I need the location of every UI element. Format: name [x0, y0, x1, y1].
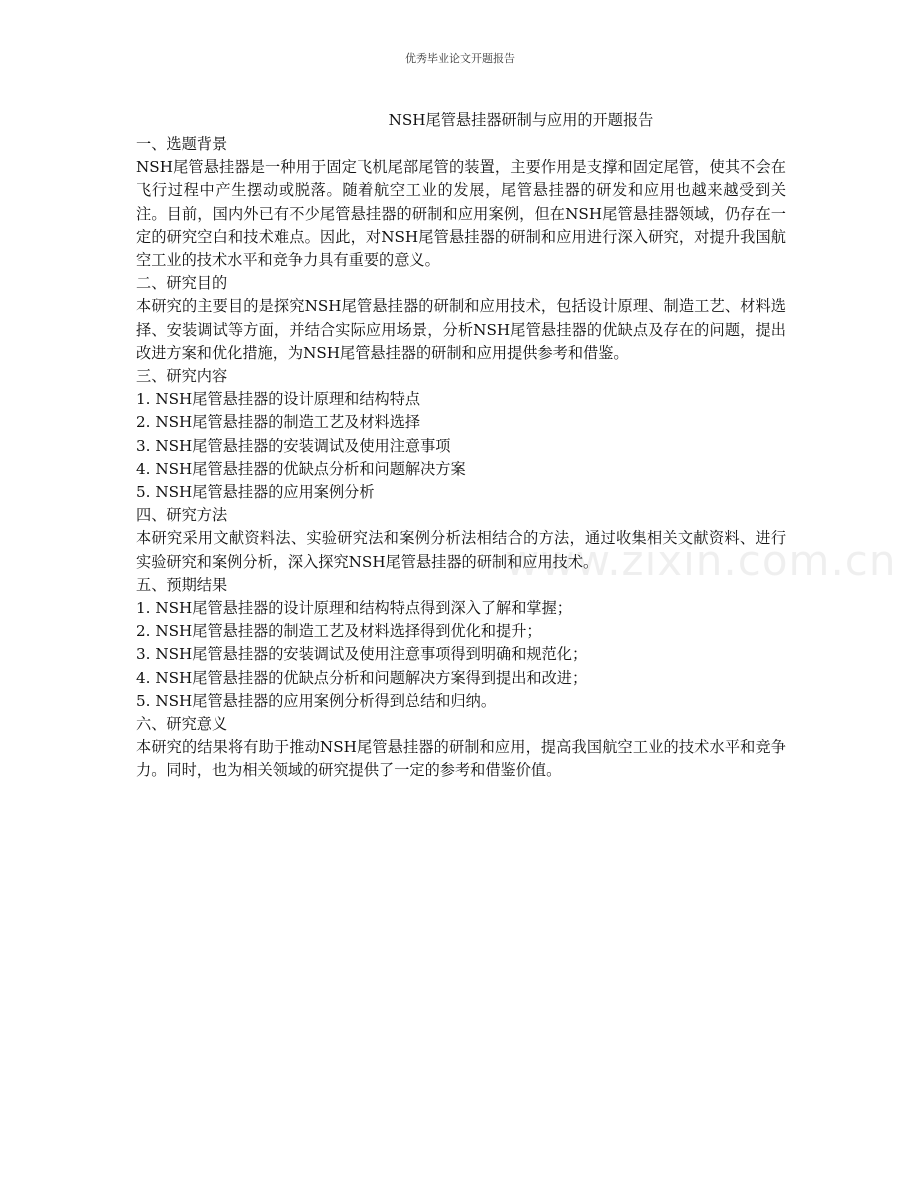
section-heading: 四、研究方法 — [136, 506, 228, 525]
section-heading: 二、研究目的 — [136, 274, 228, 293]
list-item: 2. NSH尾管悬挂器的制造工艺及材料选择 — [136, 413, 421, 432]
list-item: 5. NSH尾管悬挂器的应用案例分析 — [136, 483, 375, 502]
section-methods — [136, 504, 786, 574]
section-significance — [136, 713, 786, 783]
section-paragraph: NSH尾管悬挂器是一种用于固定飞机尾部尾管的装置，主要作用是支撑和固定尾管，使其不会在飞行过程中产生摆动或脱落。随着航空工业的发展，尾管悬挂器的研发和应用也越来越受到关注。目前，国内外已有不少尾管悬挂器的研制和应用案例，但在NSH尾管悬挂器领域，仍存在一定的研究空白和技术难点。因此，对NSH尾管悬挂器的研制和应用进行深入研究，对提升我国航空工业的技术水平和竞争力具有重要的意义。 — [136, 158, 786, 270]
document-body — [136, 107, 786, 783]
section-heading: 三、研究内容 — [136, 367, 228, 386]
section-heading: 六、研究意义 — [136, 715, 228, 734]
section-paragraph: 本研究的主要目的是探究NSH尾管悬挂器的研制和应用技术，包括设计原理、制造工艺、材料选择、安装调试等方面，并结合实际应用场景，分析NSH尾管悬挂器的优缺点及存在的问题，提出改进方案和优化措施，为NSH尾管悬挂器的研制和应用提供参考和借鉴。 — [136, 297, 786, 362]
list-item: 4. NSH尾管悬挂器的优缺点分析和问题解决方案 — [136, 459, 466, 478]
section-paragraph: 本研究采用文献资料法、实验研究法和案例分析法相结合的方法，通过收集相关文献资料、进行实验研究和案例分析，深入探究NSH尾管悬挂器的研制和应用技术。 — [136, 529, 786, 571]
list-item: 4. NSH尾管悬挂器的优缺点分析和问题解决方案得到提出和改进； — [136, 668, 588, 687]
section-content — [136, 365, 786, 504]
list-item: 5. NSH尾管悬挂器的应用案例分析得到总结和归纳。 — [136, 691, 497, 710]
section-heading: 五、预期结果 — [136, 575, 228, 594]
list-item: 1. NSH尾管悬挂器的设计原理和结构特点得到深入了解和掌握； — [136, 599, 572, 618]
section-background — [136, 133, 786, 272]
section-heading: 一、选题背景 — [136, 135, 228, 153]
section-purpose — [136, 272, 786, 365]
section-paragraph: 本研究的结果将有助于推动NSH尾管悬挂器的研制和应用，提高我国航空工业的技术水平和竞争力。同时，也为相关领域的研究提供了一定的参考和借鉴价值。 — [136, 738, 786, 780]
list-item: 3. NSH尾管悬挂器的安装调试及使用注意事项 — [136, 436, 451, 455]
list-item: 3. NSH尾管悬挂器的安装调试及使用注意事项得到明确和规范化； — [136, 645, 588, 664]
list-item: 2. NSH尾管悬挂器的制造工艺及材料选择得到优化和提升； — [136, 622, 542, 641]
document-title: NSH尾管悬挂器研制与应用的开题报告 — [388, 111, 654, 129]
page-header: 优秀毕业论文开题报告 — [405, 52, 515, 65]
list-item: 1. NSH尾管悬挂器的设计原理和结构特点 — [136, 390, 421, 409]
watermark: www.zixin.com.cn — [505, 536, 897, 585]
section-expected-results — [136, 574, 786, 713]
